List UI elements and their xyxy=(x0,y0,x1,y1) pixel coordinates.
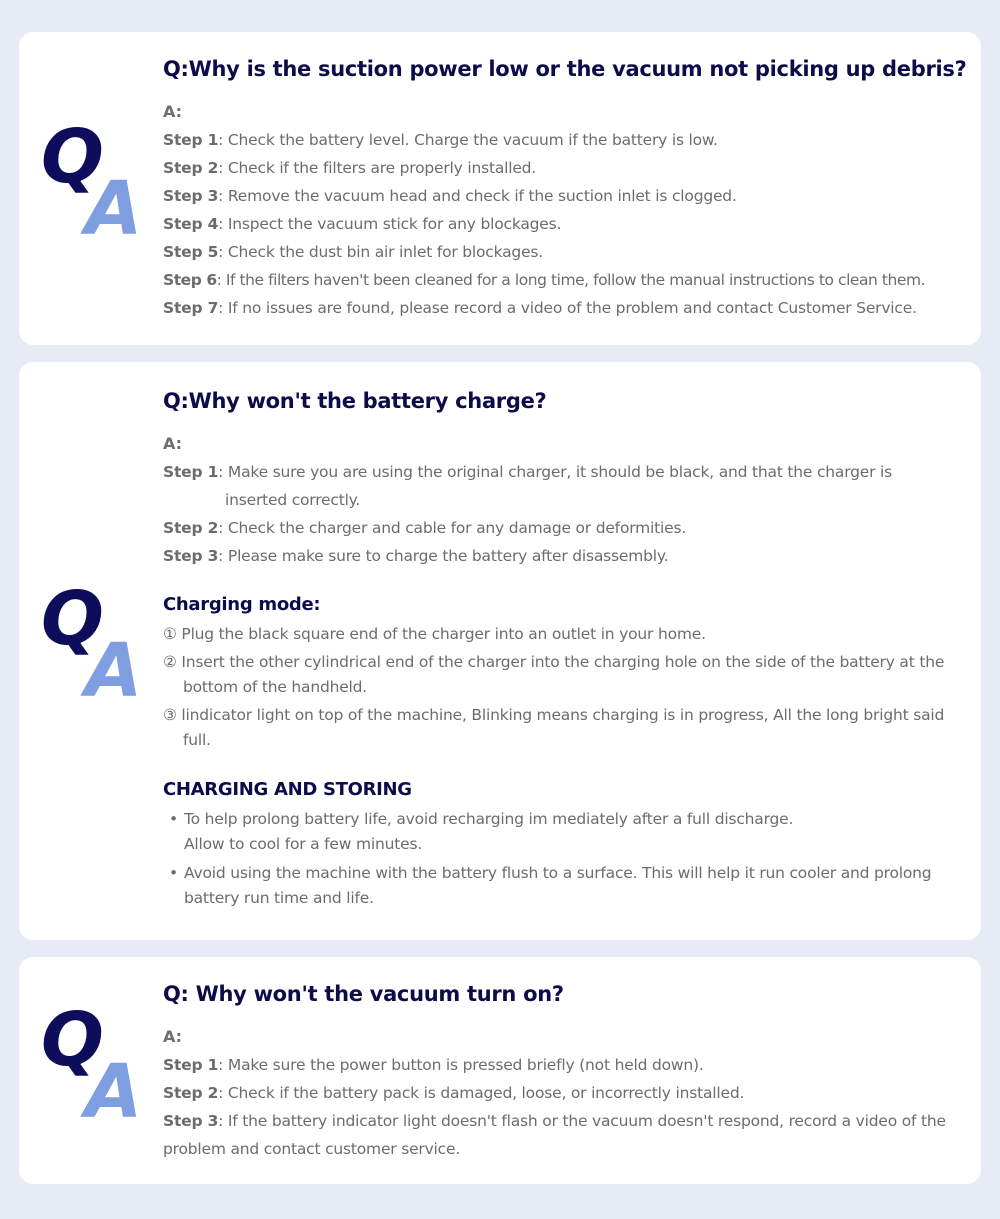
step-label: Step 5 xyxy=(163,243,219,261)
faq-card-suction xyxy=(19,32,981,345)
answer-label: A: xyxy=(163,1027,183,1046)
faq-content xyxy=(163,386,973,915)
step-label: Step 2 xyxy=(163,519,219,537)
faq-question: Q:Why won't the battery charge? xyxy=(163,389,547,413)
step-label: Step 3 xyxy=(163,187,219,205)
step-item xyxy=(163,126,973,154)
step-label: Step 6 xyxy=(163,271,217,289)
step-item xyxy=(163,154,973,182)
step-label: Step 1 xyxy=(163,463,219,481)
step-item xyxy=(163,266,973,294)
step-text: : Check if the battery pack is damaged, loose, or incorrectly installed. xyxy=(218,1084,745,1102)
faq-card-battery-charge xyxy=(19,362,981,940)
step-text: : If the battery indicator light doesn't flash or the vacuum doesn't respond, record a video of the problem and contact customer service. xyxy=(163,1112,946,1158)
step-text: : Check the battery level. Charge the vacuum if the battery is low. xyxy=(218,131,718,149)
bullet-text: Avoid using the machine with the battery flush to a surface. This will help it run cooler and prolong battery run time and life. xyxy=(184,864,932,907)
charging-mode-heading: Charging mode: xyxy=(163,594,321,615)
step-text: : Make sure the power button is pressed briefly (not held down). xyxy=(218,1056,704,1074)
step-item xyxy=(163,294,973,322)
step-text: : If no issues are found, please record a video of the problem and contact Customer Service. xyxy=(218,299,917,317)
step-item xyxy=(163,210,973,238)
answer-label: A: xyxy=(163,434,183,453)
step-label: Step 1 xyxy=(163,131,219,149)
step-text: : Remove the vacuum head and check if the suction inlet is clogged. xyxy=(218,187,737,205)
step-text: : If the filters haven't been cleaned for a long time, follow the manual instructions to clean them. xyxy=(216,271,926,289)
step-item xyxy=(163,514,973,542)
charging-mode-item: ② Insert the other cylindrical end of the charger into the charging hole on the side of the battery at the bottom of the handheld. xyxy=(163,653,945,696)
charging-storing-bullet xyxy=(163,807,973,857)
qa-logo-a: A xyxy=(85,628,143,714)
step-label: Step 7 xyxy=(163,299,219,317)
faq-card-power-on xyxy=(19,957,981,1184)
step-label: Step 3 xyxy=(163,547,219,565)
answer-label: A: xyxy=(163,102,183,121)
faq-content xyxy=(163,54,973,322)
step-text: : Check if the filters are properly installed. xyxy=(218,159,537,177)
qa-logo-a: A xyxy=(85,1049,143,1135)
step-text: : Inspect the vacuum stick for any blockages. xyxy=(218,215,562,233)
step-label: Step 2 xyxy=(163,1084,219,1102)
step-text: : Please make sure to charge the battery after disassembly. xyxy=(218,547,669,565)
qa-logo-q: Q xyxy=(41,997,104,1083)
faq-question: Q: Why won't the vacuum turn on? xyxy=(163,982,564,1006)
step-label: Step 4 xyxy=(163,215,219,233)
bullet-text: To help prolong battery life, avoid recharging im mediately after a full discharge. Allow to cool for a few minutes. xyxy=(184,810,794,853)
bullet-dot-icon: • xyxy=(169,810,178,828)
charging-mode-item: ③ lindicator light on top of the machine, Blinking means charging is in progress, All the long bright said full. xyxy=(163,706,945,749)
step-item xyxy=(163,542,973,570)
step-label: Step 3 xyxy=(163,1112,219,1130)
bullet-dot-icon: • xyxy=(169,864,178,882)
step-item xyxy=(163,238,973,266)
charging-storing-heading: CHARGING AND STORING xyxy=(163,779,412,800)
faq-content xyxy=(163,979,973,1163)
step-item xyxy=(163,182,973,210)
qa-logo-q: Q xyxy=(41,576,104,662)
step-text: : Check the dust bin air inlet for blockages. xyxy=(218,243,543,261)
step-item xyxy=(163,1079,973,1107)
step-label: Step 1 xyxy=(163,1056,219,1074)
qa-logo-icon xyxy=(41,997,161,1143)
qa-logo-icon xyxy=(41,114,161,260)
step-label: Step 2 xyxy=(163,159,219,177)
step-text: : Check the charger and cable for any damage or deformities. xyxy=(218,519,687,537)
qa-logo-icon xyxy=(41,576,161,722)
step-item xyxy=(163,458,973,514)
step-item xyxy=(163,1107,973,1163)
qa-logo-a: A xyxy=(85,166,143,252)
step-text: : Make sure you are using the original charger, it should be black, and that the charger is inserted correctly. xyxy=(218,463,892,509)
faq-question: Q:Why is the suction power low or the vacuum not picking up debris? xyxy=(163,57,967,81)
qa-logo-q: Q xyxy=(41,114,104,200)
charging-mode-item: ① Plug the black square end of the charger into an outlet in your home. xyxy=(163,625,706,643)
charging-storing-bullet xyxy=(163,861,973,911)
step-item xyxy=(163,1051,973,1079)
